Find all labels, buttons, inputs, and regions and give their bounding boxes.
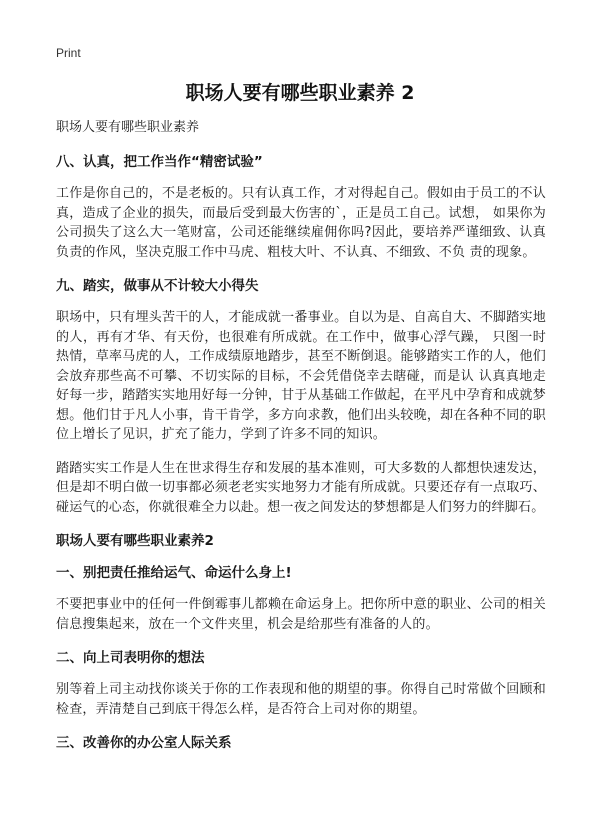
section-heading-1: 一、别把责任推给运气、命运什么身上! bbox=[56, 565, 292, 581]
section-heading-9: 九、踏实，做事从不计较大小得失 bbox=[56, 278, 259, 294]
section-1-paragraph: 不要把事业中的任何一件倒霉事儿都赖在命运身上。把你所中意的职业、公司的相关信息搜集起来，放在一个文件夹里，机会是给那些有准备的人的。 bbox=[56, 597, 546, 632]
section-heading-3: 三、改善你的办公室人际关系 bbox=[56, 735, 232, 751]
section-heading-2: 二、向上司表明你的想法 bbox=[56, 650, 205, 666]
print-link[interactable]: Print bbox=[56, 46, 81, 60]
article-subtitle: 职场人要有哪些职业素养 bbox=[56, 120, 200, 135]
section-2-paragraph: 别等着上司主动找你谈关于你的工作表现和他的期望的事。你得自己时常做个回顾和检查，弄清楚自己到底干得怎么样，是否符合上司对你的期望。 bbox=[56, 682, 546, 717]
section-heading-8: 八、认真，把工作当作“精密试验” bbox=[56, 154, 263, 170]
article-body bbox=[56, 118, 546, 765]
page-title: 职场人要有哪些职业素养 2 bbox=[185, 82, 415, 104]
section-9-paragraph-1: 职场中，只有埋头苦干的人，才能成就一番事业。自以为是、自高自大、不脚踏实地的人，再有才华、有天份，也很难有所成就。在工作中，做事心浮气躁， 只图一时热情，草率马虎的人，工作成绩原地踏步，甚至不断倒退。能够踏实工作的人，他们会放弃那些高不可攀、不切实际的目标，不会凭借侥幸去瞎碰，而是认 认真真地走好每一步，踏踏实实地用好每一分钟，甘于从基础工作做起，在平凡中孕育和成就梦想。他们甘于凡人小事，肯干肯学，多方向求教，他们出头较晚，却在各种不同的职位上增长了见识，扩充了能力，学到了许多不同的知识。 bbox=[56, 310, 546, 442]
part-2-heading: 职场人要有哪些职业素养2 bbox=[56, 533, 214, 549]
section-8-paragraph: 工作是你自己的，不是老板的。只有认真工作，才对得起自己。假如由于员工的不认真，造成了企业的损失，而最后受到最大伤害的`，正是员工自己。试想， 如果你为公司损失了这么大一笔财富，公司还能继续雇佣你吗?因此，要培养严谨细致、认真负责的作风，坚决克服工作中马虎、粗枝大叶、不认真、不细致、不负 责的现象。 bbox=[56, 186, 546, 260]
section-9-paragraph-2: 踏踏实实工作是人生在世求得生存和发展的基本准则，可大多数的人都想快速发达，但是却不明白做一切事都必须老老实实地努力才能有所成就。只要还存有一点取巧、碰运气的心态，你就很难全力以赴。想一夜之间发达的梦想都是人们努力的绊脚石。 bbox=[56, 460, 546, 515]
